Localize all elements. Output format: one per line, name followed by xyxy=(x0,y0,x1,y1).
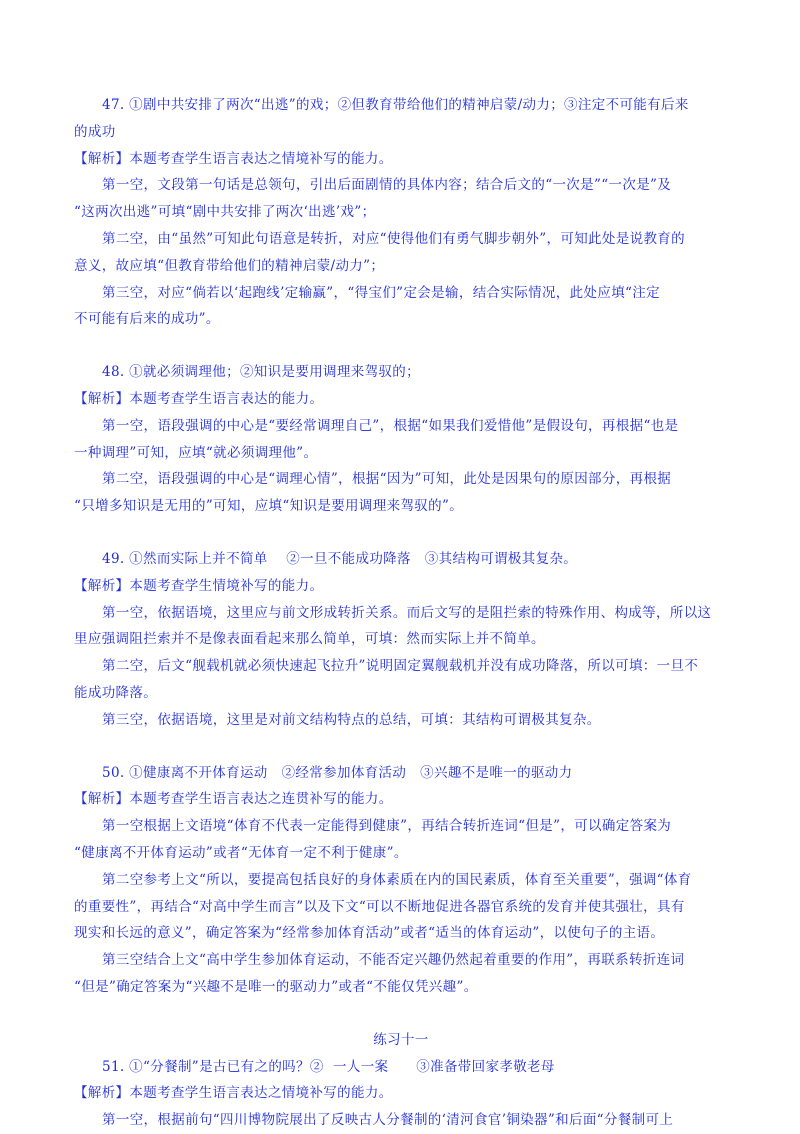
section-11 xyxy=(74,1027,728,1134)
answer-49-heading: 49. ①然而实际上并不简单 ②一旦不能成功降落 ③其结构可谓极其复杂。 xyxy=(102,550,578,567)
analysis-48-para1: 第一空，语段强调的中心是“要经常调理自己”，根据“如果我们爱惜他”是假设句，再根据“也是 xyxy=(102,417,679,434)
analysis-49-para1-cont: 里应强调阻拦索并不是像表面看起来那么简单，可填：然而实际上并不简单。 xyxy=(74,631,545,648)
analysis-50-para2-cont1: 的重要性”，再结合“对高中学生而言”以及下文“可以不断地促进各器官系统的发育并使其强壮，具有 xyxy=(74,898,685,915)
answer-50 xyxy=(74,760,728,1001)
analysis-47-para1-cont: “这两次出逃”可填“剧中共安排了两次‘出逃’戏”； xyxy=(74,204,376,221)
analysis-49-para1: 第一空，依据语境，这里应与前文形成转折关系。而后文写的是阻拦索的特殊作用、构成等，所以这 xyxy=(102,604,712,621)
analysis-49-label: 【解析】本题考查学生情境补写的能力。 xyxy=(74,577,324,594)
analysis-49-para3: 第三空，依据语境，这里是对前文结构特点的总结，可填：其结构可谓极其复杂。 xyxy=(102,711,601,728)
analysis-50-para3-cont: “但是”确定答案为“兴趣不是唯一的驱动力”或者“不能仅凭兴趣”。 xyxy=(74,978,478,995)
answer-49 xyxy=(74,546,728,734)
analysis-49-para2-cont: 能成功降落。 xyxy=(74,684,158,701)
analysis-50-para1: 第一空根据上文语境“体育不代表一定能得到健康”，再结合转折连词“但是”，可以确定答案为 xyxy=(102,818,672,835)
section-title: 练习十一 xyxy=(373,1031,429,1048)
analysis-47-para2: 第二空，由“虽然”可知此句语意是转折，对应“使得他们有勇气脚步朝外”，可知此处是说教育的 xyxy=(102,230,686,247)
answer-47-heading: 47. ①剧中共安排了两次“出逃”的戏；②但教育带给他们的精神启蒙/动力；③注定不可能有后来 xyxy=(102,97,689,113)
analysis-48-para2-cont: “只增多知识是无用的”可知，应填“知识是要用调理来驾驭的”。 xyxy=(74,498,464,515)
answer-47-heading-cont: 的成功 xyxy=(74,123,116,140)
answer-51-heading: 51. ①“分餐制”是古已有之的吗？② 一人一案 ③准备带回家孝敬老母 xyxy=(102,1058,555,1075)
analysis-50-para3: 第三空结合上文“高中学生参加体育运动，不能否定兴趣仍然起着重要的作用”，再联系转折连词 xyxy=(102,952,685,969)
analysis-48-label: 【解析】本题考查学生语言表达的能力。 xyxy=(74,390,324,407)
analysis-47-label: 【解析】本题考查学生语言表达之情境补写的能力。 xyxy=(74,150,393,167)
analysis-49-para2: 第二空，后文“舰载机就必须快速起飞拉升”说明固定翼舰载机并没有成功降落，所以可填：一旦不 xyxy=(102,658,699,675)
analysis-47-para1: 第一空，文段第一句话是总领句，引出后面剧情的具体内容；结合后文的“一次是”“一次是”及 xyxy=(102,177,672,194)
analysis-47-para2-cont: 意义，故应填“但教育带给他们的精神启蒙/动力”； xyxy=(74,257,385,274)
analysis-50-para2-cont2: 现实和长远的意义”，确定答案为“经常参加体育活动”或者“适当的体育运动”，以使句子的主语。 xyxy=(74,925,665,942)
analysis-47-para3: 第三空，对应“倘若以‘起跑线’定输赢”，“得宝们”定会是输，结合实际情况，此处应填“注定 xyxy=(102,284,660,301)
answer-50-heading: 50. ①健康离不开体育运动 ②经常参加体育活动 ③兴趣不是唯一的驱动力 xyxy=(102,764,573,781)
analysis-47-para3-cont: 不可能有后来的成功”。 xyxy=(74,311,220,328)
analysis-50-label: 【解析】本题考查学生语言表达之连贯补写的能力。 xyxy=(74,791,393,808)
answer-content xyxy=(74,92,728,1134)
analysis-50-para2: 第二空参考上文“所以，要提高包括良好的身体素质在内的国民素质，体育至关重要”，强调“体育 xyxy=(102,871,692,888)
answer-47 xyxy=(74,92,728,333)
answer-48 xyxy=(74,359,728,520)
analysis-48-para2: 第二空，语段强调的中心是“调理心情”，根据“因为”可知，此处是因果句的原因部分，再根据 xyxy=(102,471,672,488)
analysis-50-para1-cont: “健康离不开体育运动”或者“无体育一定不利于健康”。 xyxy=(74,844,408,861)
analysis-48-para1-cont: 一种调理”可知，应填“就必须调理他”。 xyxy=(74,444,318,461)
answer-48-heading: 48. ①就必须调理他；②知识是要用调理来驾驭的； xyxy=(102,364,421,381)
analysis-51-para1: 第一空，根据前句“四川博物院展出了反映古人分餐制的‘清河食官’铜染器”和后面“分餐制可上 xyxy=(102,1112,674,1129)
analysis-51-label: 【解析】本题考查学生语言表达之情境补写的能力。 xyxy=(74,1085,393,1102)
